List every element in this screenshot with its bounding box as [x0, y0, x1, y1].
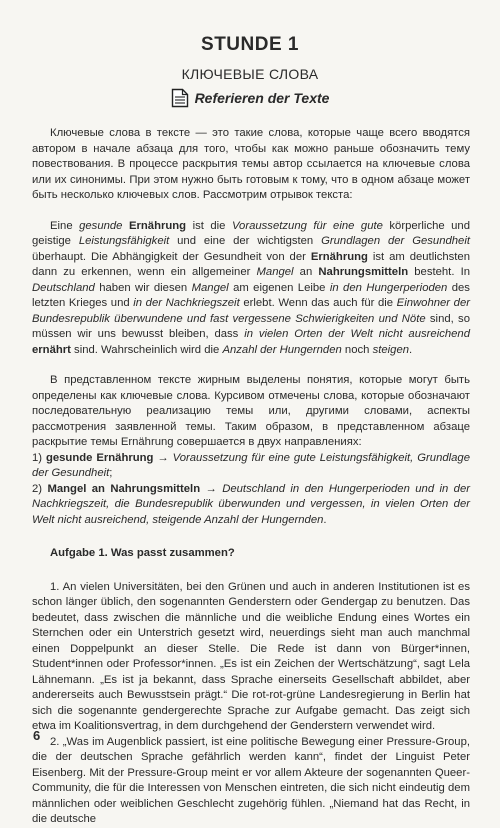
task-paragraph-1: 1. An vielen Universitäten, bei den Grünen und auch in anderen Institutionen ist es schon länger üblich, den sogenannten Genderstern oder Gendergap zu benutzen. Das bedeutet, dass zwischen die männliche und die weibliche Endung eines Wortes ein Sternchen oder ein Unterstrich gesetzt wird, neuerdings sieht man auch manchmal einen Doppelpunkt an dieser Stelle. Die Rede ist dann von Bürger*innen, Student*innen oder Professor*innen. „Es ist ein Zeichen der Wertschätzung“, sagt Lela Lähnemann. „Es ist ja bekannt, dass Sprache einerseits Gesellschaft abbildet, aber andererseits auch Bewusstsein prägt.“ Die rot-rot-grüne Landesregierung in Berlin hat sich die sogenannte gendergerechte Sprache zur Aufgabe gemacht. Das zeigt sich etwa im Koalitionsvertrag, in dem durchgehend der Genderstern verwendet wird. [32, 580, 470, 732]
document-icon [171, 88, 189, 108]
section-label: Referieren der Texte [194, 90, 330, 106]
task-paragraph-2: 2. „Was im Augenblick passiert, ist eine politische Bewegung einer Pressure-Group, die der deutschen Sprache gefährlich werden kann“, findet der Linguist Peter Eisenberg. Mit der Pressure-Group meint er vor allem Akteure der sogenannten Queer-Community, die für die Interessen von Menschen eintreten, die sich nicht eindeutig dem männlichen oder weiblichen Geschlecht zugehörig fühlen. „Niemand hat das Recht, in die deutsche [32, 735, 470, 825]
list-item: 1) gesunde Ernährung → Voraussetzung für eine gute Leistungsfähigkeit, Grundlage der Gesundheit; [32, 451, 470, 479]
lesson-title: STUNDE 1 [201, 34, 299, 55]
keywords-title: КЛЮЧЕВЫЕ СЛОВА [181, 66, 319, 82]
explanation-paragraph: В представленном тексте жирным выделены понятия, которые могут быть определены как ключевые слова. Курсивом отмечены слова, которые обозначают последовательную реализацию темы или, другими словами, аспекты рассмотрения заявленной темы. Таким образом, в представленном абзаце раскрытие темы Ernährung совершается в двух направлениях: [32, 374, 470, 448]
task-heading: Aufgabe 1. Was passt zusammen? [50, 547, 235, 559]
page-number: 6 [33, 728, 41, 743]
example-paragraph: Eine gesunde Ernährung ist die Voraussetzung für eine gute körperliche und geistige Leistungsfähigkeit und eine der wichtigsten Grundlagen der Gesundheit überhaupt. Die Abhängigkeit der Gesundheit von der Ernährung ist am deutlichsten dann zu erkennen, wenn ein allgemeiner Mangel an Nahrungsmitteln besteht. In Deutschland haben wir diesen Mangel am eigenen Leibe in den Hungerperioden des letzten Krieges und in der Nachkriegszeit erlebt. Wenn das auch für die Einwohner der Bundesrepublik überwundene und fast vergessene Schwierigkeiten und Nöte sind, so müssen wir uns bewusst bleiben, dass in vielen Orten der Welt nicht ausreichend ernährt sind. Wahrscheinlich wird die Anzahl der Hungernden noch steigen. [32, 219, 470, 356]
intro-paragraph: Ключевые слова в тексте — это такие слова, которые чаще всего вводятся автором в начале абзаца для того, чтобы как можно раньше обозначить тему повествования. В процессе раскрытия темы автор ссылается на ключевые слова или их синонимы. При этом нужно быть готовым к тому, что в одном абзаце может быть несколько ключевых слов. Рассмотрим отрывок текста: [32, 127, 470, 201]
list-item: 2) Mangel an Nahrungsmitteln → Deutschland in den Hungerperioden und in der Nachkriegszeit, die Bundesrepublik überwunden und vergessen, in vielen Orten der Welt nicht ausreichend, steigende Anzahl der Hungernden. [32, 482, 471, 526]
content [32, 126, 470, 828]
section-header [0, 88, 500, 108]
